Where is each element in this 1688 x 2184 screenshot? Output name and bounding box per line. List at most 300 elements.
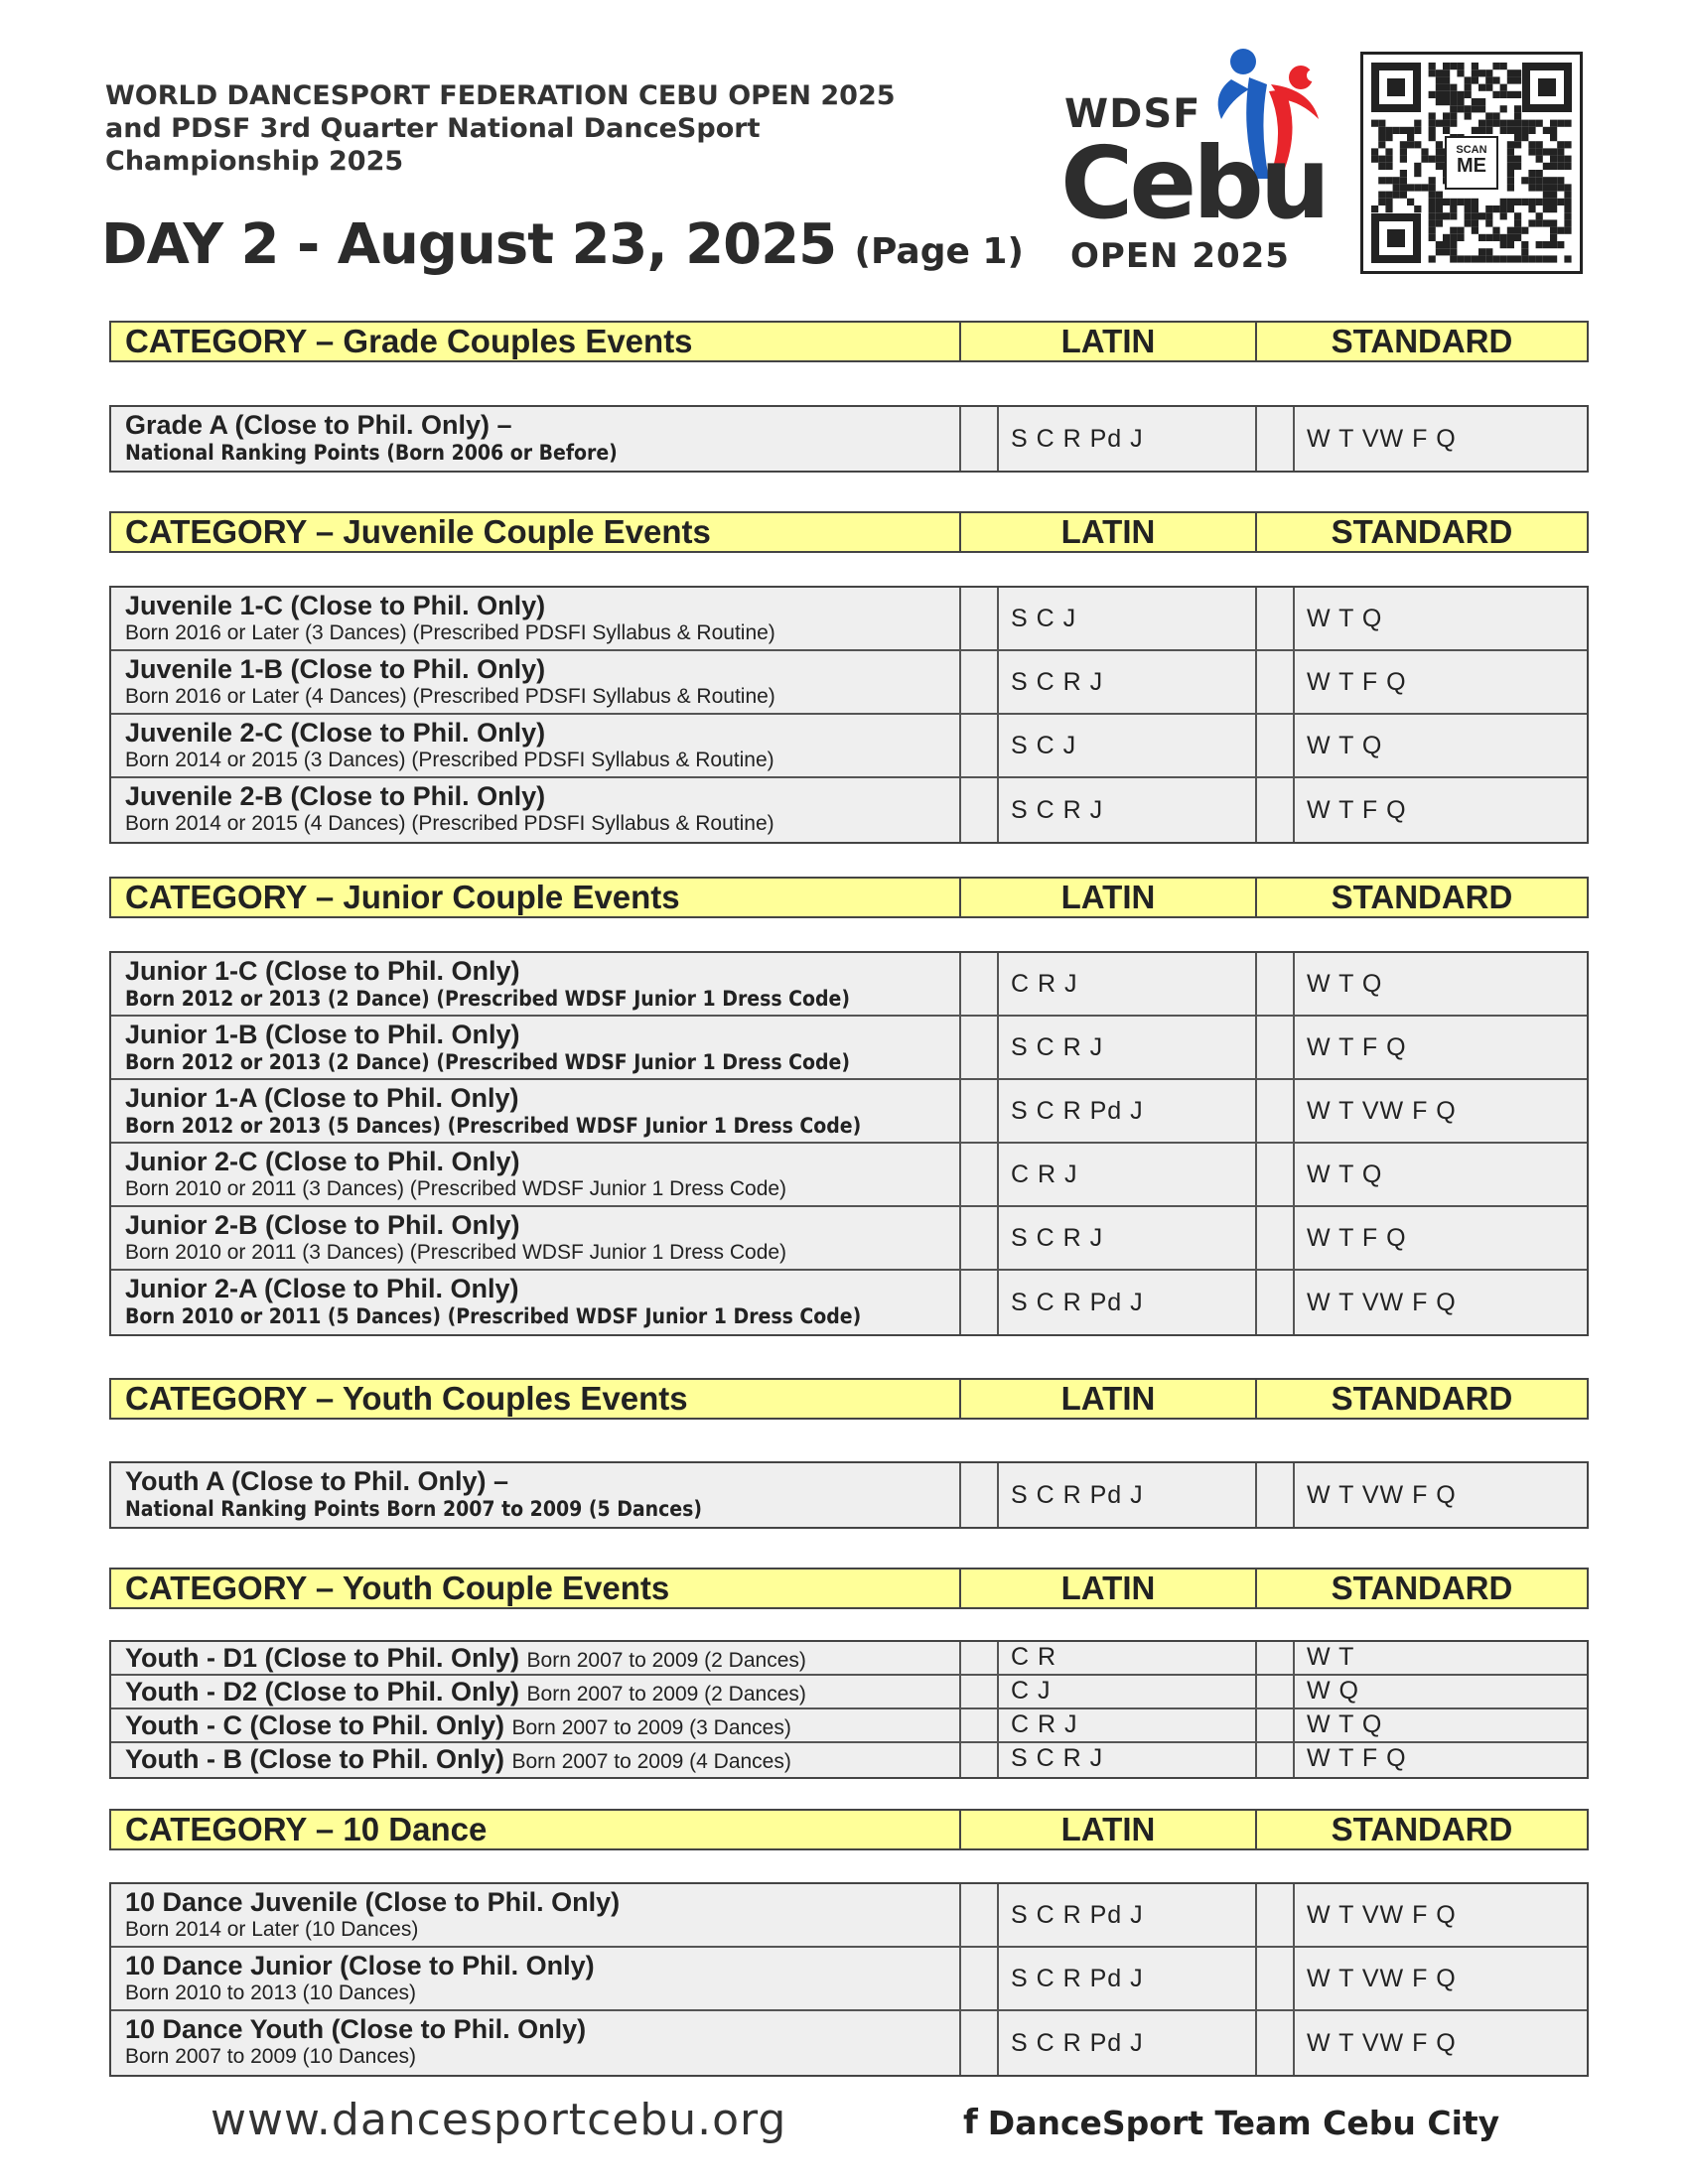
- qr-module: [1500, 212, 1507, 219]
- event-title: Junior 2-C (Close to Phil. Only): [125, 1147, 520, 1176]
- qr-module: [1400, 141, 1407, 148]
- category-title: CATEGORY – 10 Dance: [111, 1811, 961, 1848]
- qr-module: [1521, 127, 1528, 134]
- event-title: Juvenile 2-B (Close to Phil. Only): [125, 781, 546, 811]
- latin-dances: S C R J: [999, 1207, 1257, 1269]
- event-row: [111, 1017, 1587, 1080]
- logo-open-text: OPEN 2025: [1070, 236, 1290, 276]
- qr-module: [1521, 255, 1528, 262]
- event-table-10-dance: [109, 1882, 1589, 2077]
- facebook-link[interactable]: [963, 2103, 1499, 2142]
- latin-column-header: LATIN: [961, 1811, 1257, 1848]
- qr-module: [1507, 69, 1514, 76]
- event-title: Juvenile 2-C (Close to Phil. Only): [125, 718, 546, 748]
- qr-module: [1371, 205, 1378, 212]
- spacer-cell: [961, 1017, 999, 1078]
- qr-module: [1450, 112, 1457, 119]
- qr-module: [1393, 184, 1400, 191]
- qr-module: [1429, 91, 1436, 98]
- latin-dances: C R J: [999, 953, 1257, 1015]
- qr-module: [1414, 184, 1421, 191]
- qr-module: [1457, 91, 1464, 98]
- event-name-cell: [111, 1144, 961, 1205]
- qr-module: [1543, 127, 1550, 134]
- qr-module: [1485, 112, 1492, 119]
- event-title: Junior 2-B (Close to Phil. Only): [125, 1210, 520, 1240]
- event-row: [111, 1144, 1587, 1207]
- qr-module: [1550, 192, 1557, 199]
- qr-module: [1500, 84, 1507, 91]
- qr-module: [1543, 255, 1550, 262]
- qr-module: [1478, 212, 1485, 219]
- qr-module: [1385, 148, 1392, 155]
- qr-module: [1564, 156, 1571, 163]
- event-name-cell: [111, 1676, 961, 1707]
- event-name-cell: [111, 588, 961, 649]
- qr-module: [1564, 163, 1571, 170]
- event-title: Junior 1-C (Close to Phil. Only): [125, 956, 520, 986]
- event-details: Born 2016 or Later (4 Dances) (Prescribed PDSFI Syllabus & Routine): [125, 685, 775, 708]
- qr-module: [1478, 105, 1485, 112]
- qr-module: [1557, 163, 1564, 170]
- event-title: Youth - D1 (Close to Phil. Only): [125, 1643, 519, 1673]
- qr-module: [1450, 84, 1457, 91]
- qr-module: [1500, 127, 1507, 134]
- category-header-juvenile: [109, 511, 1589, 553]
- qr-module: [1457, 227, 1464, 234]
- qr-module: [1385, 127, 1392, 134]
- event-details: National Ranking Points Born 2007 to 2009 (5 Dances): [125, 1497, 702, 1521]
- qr-module: [1557, 156, 1564, 163]
- spacer-cell: [1257, 588, 1295, 649]
- standard-column-header: STANDARD: [1331, 323, 1513, 359]
- event-name-cell: [111, 1271, 961, 1334]
- event-title: 10 Dance Youth (Close to Phil. Only): [125, 2014, 587, 2044]
- qr-module: [1443, 234, 1450, 241]
- day-date: DAY 2 - August 23, 2025: [101, 212, 837, 277]
- event-details: Born 2012 or 2013 (2 Dance) (Prescribed WDSF Junior 1 Dress Code): [125, 1050, 850, 1074]
- qr-module: [1507, 170, 1514, 177]
- qr-module: [1564, 141, 1571, 148]
- spacer-cell: [961, 407, 999, 471]
- category-title: CATEGORY – Youth Couple Events: [111, 1570, 961, 1607]
- spacer-cell: [1257, 1207, 1295, 1269]
- page-title: [101, 212, 1024, 277]
- standard-dances: W Q: [1307, 1677, 1359, 1705]
- category-header-youth-couples: [109, 1378, 1589, 1420]
- category-title: CATEGORY – Youth Couples Events: [111, 1380, 961, 1418]
- qr-module: [1414, 120, 1421, 127]
- qr-module: [1465, 199, 1472, 205]
- standard-column-header: STANDARD: [1331, 879, 1513, 915]
- qr-module: [1436, 156, 1443, 163]
- qr-module: [1436, 163, 1443, 170]
- qr-module: [1436, 141, 1443, 148]
- qr-module: [1450, 248, 1457, 255]
- latin-column-header: LATIN: [961, 1380, 1257, 1418]
- qr-module: [1465, 219, 1472, 226]
- qr-module: [1485, 84, 1492, 91]
- spacer-cell: [1257, 1080, 1295, 1142]
- qr-module: [1536, 156, 1543, 163]
- qr-module: [1443, 199, 1450, 205]
- qr-module: [1414, 141, 1421, 148]
- qr-module: [1472, 105, 1478, 112]
- qr-module: [1557, 141, 1564, 148]
- qr-module: [1465, 84, 1472, 91]
- qr-module: [1429, 63, 1436, 69]
- qr-module: [1485, 248, 1492, 255]
- qr-module: [1450, 91, 1457, 98]
- event-table-junior: [109, 951, 1589, 1336]
- qr-module: [1472, 69, 1478, 76]
- event-details: Born 2007 to 2009 (2 Dances): [526, 1683, 806, 1706]
- qr-module: [1514, 234, 1521, 241]
- standard-dances: W T VW F Q: [1307, 2028, 1457, 2057]
- qr-module: [1457, 199, 1464, 205]
- qr-module: [1550, 148, 1557, 155]
- spacer-cell: [1257, 1676, 1295, 1707]
- qr-module: [1500, 105, 1507, 112]
- qr-module: [1514, 91, 1521, 98]
- qr-module: [1436, 241, 1443, 248]
- event-name-cell: [111, 1017, 961, 1078]
- qr-module: [1521, 177, 1528, 184]
- event-title: 10 Dance Junior (Close to Phil. Only): [125, 1951, 595, 1980]
- latin-dances: S C R Pd J: [999, 1271, 1257, 1334]
- event-details: Born 2007 to 2009 (2 Dances): [526, 1649, 806, 1672]
- qr-module: [1543, 184, 1550, 191]
- qr-module: [1421, 156, 1428, 163]
- event-details: Born 2010 or 2011 (3 Dances) (Prescribed WDSF Junior 1 Dress Code): [125, 1177, 787, 1200]
- event-details: Born 2010 or 2011 (3 Dances) (Prescribed WDSF Junior 1 Dress Code): [125, 1241, 787, 1264]
- event-row: [111, 651, 1587, 715]
- qr-module: [1436, 199, 1443, 205]
- qr-module: [1436, 212, 1443, 219]
- qr-module: [1429, 227, 1436, 234]
- page-number-label: (Page 1): [854, 231, 1024, 272]
- qr-module: [1450, 63, 1457, 69]
- latin-dances: S C J: [999, 588, 1257, 649]
- qr-module: [1492, 76, 1499, 83]
- event-name-cell: [111, 407, 961, 471]
- spacer-cell: [961, 588, 999, 649]
- event-row: [111, 953, 1587, 1017]
- latin-dances: S C R J: [999, 778, 1257, 842]
- spacer-cell: [961, 715, 999, 776]
- standard-dances: W T Q: [1307, 1160, 1383, 1188]
- event-row: [111, 715, 1587, 778]
- qr-module: [1550, 255, 1557, 262]
- qr-module: [1429, 177, 1436, 184]
- qr-module: [1429, 255, 1436, 262]
- qr-module: [1536, 148, 1543, 155]
- qr-module: [1550, 177, 1557, 184]
- spacer-cell: [961, 1207, 999, 1269]
- qr-module: [1485, 234, 1492, 241]
- qr-module: [1465, 105, 1472, 112]
- qr-module: [1550, 205, 1557, 212]
- qr-module: [1400, 170, 1407, 177]
- qr-code[interactable]: [1360, 52, 1583, 274]
- spacer-cell: [1257, 1884, 1295, 1946]
- qr-module: [1443, 120, 1450, 127]
- qr-module: [1543, 241, 1550, 248]
- qr-module: [1528, 205, 1535, 212]
- qr-module: [1478, 84, 1485, 91]
- spacer-cell: [1257, 778, 1295, 842]
- qr-module: [1457, 69, 1464, 76]
- event-row: [111, 588, 1587, 651]
- qr-module: [1436, 84, 1443, 91]
- qr-module: [1528, 255, 1535, 262]
- qr-module: [1550, 127, 1557, 134]
- qr-module: [1478, 127, 1485, 134]
- qr-module: [1400, 184, 1407, 191]
- spacer-cell: [961, 953, 999, 1015]
- qr-module: [1564, 219, 1571, 226]
- qr-module: [1429, 134, 1436, 141]
- qr-module: [1450, 212, 1457, 219]
- qr-module: [1543, 205, 1550, 212]
- qr-module: [1465, 255, 1472, 262]
- qr-module: [1457, 98, 1464, 105]
- standard-dances: W T VW F Q: [1307, 1480, 1457, 1509]
- qr-module: [1514, 134, 1521, 141]
- spacer-cell: [961, 1463, 999, 1527]
- qr-module: [1543, 177, 1550, 184]
- qr-module: [1472, 63, 1478, 69]
- qr-module: [1564, 255, 1571, 262]
- spacer-cell: [961, 2011, 999, 2075]
- event-name-cell: [111, 1743, 961, 1777]
- qr-module: [1450, 241, 1457, 248]
- qr-module: [1492, 227, 1499, 234]
- qr-module: [1536, 141, 1543, 148]
- qr-module: [1443, 248, 1450, 255]
- qr-module: [1400, 127, 1407, 134]
- qr-module: [1514, 219, 1521, 226]
- qr-module: [1550, 234, 1557, 241]
- qr-module: [1514, 212, 1521, 219]
- event-title: Youth - C (Close to Phil. Only): [125, 1710, 504, 1740]
- qr-module: [1536, 199, 1543, 205]
- qr-module: [1436, 91, 1443, 98]
- qr-module: [1564, 227, 1571, 234]
- event-details: Born 2014 or 2015 (3 Dances) (Prescribed PDSFI Syllabus & Routine): [125, 749, 774, 771]
- qr-module: [1421, 148, 1428, 155]
- standard-column-header: STANDARD: [1331, 513, 1513, 550]
- qr-module: [1385, 134, 1392, 141]
- event-name-cell: [111, 953, 961, 1015]
- qr-module: [1450, 205, 1457, 212]
- qr-module: [1450, 234, 1457, 241]
- qr-module: [1400, 177, 1407, 184]
- event-details: Born 2014 or Later (10 Dances): [125, 1918, 419, 1941]
- qr-module: [1514, 69, 1521, 76]
- qr-module: [1465, 76, 1472, 83]
- qr-module: [1478, 248, 1485, 255]
- standard-dances: W T Q: [1307, 969, 1383, 998]
- qr-module: [1492, 120, 1499, 127]
- event-details: Born 2007 to 2009 (3 Dances): [511, 1716, 791, 1739]
- qr-module: [1521, 248, 1528, 255]
- qr-module: [1557, 199, 1564, 205]
- qr-module: [1528, 177, 1535, 184]
- qr-module: [1500, 234, 1507, 241]
- qr-module: [1557, 241, 1564, 248]
- latin-dances: S C R J: [999, 1017, 1257, 1078]
- qr-module: [1371, 148, 1378, 155]
- qr-module: [1472, 227, 1478, 234]
- qr-module: [1472, 199, 1478, 205]
- event-row: [111, 778, 1587, 842]
- qr-module: [1436, 219, 1443, 226]
- qr-module: [1429, 156, 1436, 163]
- qr-module: [1528, 184, 1535, 191]
- event-table-grade: [109, 405, 1589, 473]
- qr-module: [1414, 127, 1421, 134]
- spacer-cell: [1257, 1642, 1295, 1674]
- qr-module: [1385, 205, 1392, 212]
- website-link[interactable]: www.dancesportcebu.org: [211, 2095, 787, 2145]
- event-table-juvenile: [109, 586, 1589, 844]
- qr-module: [1514, 255, 1521, 262]
- qr-module: [1429, 69, 1436, 76]
- category-title: CATEGORY – Junior Couple Events: [111, 879, 961, 916]
- spacer-cell: [1257, 715, 1295, 776]
- latin-dances: S C R Pd J: [999, 407, 1257, 471]
- qr-module: [1478, 98, 1485, 105]
- qr-module: [1436, 148, 1443, 155]
- spacer-cell: [1257, 1017, 1295, 1078]
- qr-module: [1385, 177, 1392, 184]
- category-header-junior: [109, 877, 1589, 918]
- qr-module: [1500, 205, 1507, 212]
- event-row: [111, 1676, 1587, 1709]
- me-label: ME: [1457, 155, 1486, 177]
- qr-module: [1521, 134, 1528, 141]
- qr-module: [1514, 227, 1521, 234]
- qr-module: [1507, 177, 1514, 184]
- event-name-cell: [111, 1207, 961, 1269]
- event-title-line3: Championship 2025: [105, 146, 404, 177]
- event-title: Junior 1-A (Close to Phil. Only): [125, 1083, 519, 1113]
- logo-wdsf-text: WDSF: [1064, 91, 1201, 137]
- qr-module: [1429, 219, 1436, 226]
- qr-module: [1550, 156, 1557, 163]
- qr-module: [1371, 120, 1378, 127]
- qr-module: [1378, 163, 1385, 170]
- qr-module: [1407, 134, 1414, 141]
- category-header-youth: [109, 1568, 1589, 1609]
- qr-module: [1564, 205, 1571, 212]
- qr-module: [1378, 120, 1385, 127]
- event-row: [111, 1463, 1587, 1527]
- qr-module: [1528, 127, 1535, 134]
- event-row: [111, 1271, 1587, 1334]
- qr-module: [1407, 184, 1414, 191]
- scan-me-badge: [1445, 136, 1498, 190]
- qr-module: [1536, 255, 1543, 262]
- qr-module: [1457, 63, 1464, 69]
- qr-module: [1557, 184, 1564, 191]
- qr-module: [1429, 192, 1436, 199]
- qr-module: [1521, 241, 1528, 248]
- qr-module: [1443, 63, 1450, 69]
- event-name-cell: [111, 1709, 961, 1741]
- qr-module: [1393, 177, 1400, 184]
- event-row: [111, 407, 1587, 471]
- qr-module: [1564, 199, 1571, 205]
- qr-module: [1472, 205, 1478, 212]
- spacer-cell: [961, 1144, 999, 1205]
- qr-module: [1536, 212, 1543, 219]
- qr-module: [1550, 134, 1557, 141]
- spacer-cell: [1257, 1743, 1295, 1777]
- qr-module: [1528, 170, 1535, 177]
- qr-module: [1492, 255, 1499, 262]
- standard-dances: W T F Q: [1307, 1744, 1407, 1772]
- qr-module: [1472, 219, 1478, 226]
- category-header-10-dance: [109, 1809, 1589, 1850]
- qr-module: [1507, 184, 1514, 191]
- qr-module: [1507, 120, 1514, 127]
- latin-dances: S C R Pd J: [999, 2011, 1257, 2075]
- qr-module: [1450, 199, 1457, 205]
- latin-dances: S C R J: [999, 1743, 1257, 1777]
- spacer-cell: [961, 651, 999, 713]
- qr-module: [1507, 148, 1514, 155]
- qr-module: [1436, 120, 1443, 127]
- event-title: Juvenile 1-B (Close to Phil. Only): [125, 654, 546, 684]
- spacer-cell: [961, 1080, 999, 1142]
- event-row: [111, 1948, 1587, 2011]
- event-name-cell: [111, 1080, 961, 1142]
- qr-module: [1485, 255, 1492, 262]
- qr-module: [1536, 219, 1543, 226]
- qr-module: [1550, 163, 1557, 170]
- qr-module: [1429, 234, 1436, 241]
- qr-module: [1478, 69, 1485, 76]
- qr-module: [1507, 91, 1514, 98]
- qr-module: [1450, 98, 1457, 105]
- spacer-cell: [1257, 651, 1295, 713]
- qr-module: [1443, 76, 1450, 83]
- event-row: [111, 2011, 1587, 2075]
- spacer-cell: [1257, 953, 1295, 1015]
- qr-module: [1550, 219, 1557, 226]
- qr-module: [1429, 205, 1436, 212]
- standard-dances: W T: [1307, 1643, 1355, 1671]
- qr-module: [1407, 141, 1414, 148]
- qr-module: [1443, 69, 1450, 76]
- qr-module: [1514, 105, 1521, 112]
- latin-dances: S C R Pd J: [999, 1884, 1257, 1946]
- qr-module: [1507, 163, 1514, 170]
- qr-module: [1543, 192, 1550, 199]
- facebook-icon: f: [963, 2103, 978, 2142]
- qr-module: [1507, 241, 1514, 248]
- event-details: Born 2012 or 2013 (2 Dance) (Prescribed WDSF Junior 1 Dress Code): [125, 987, 850, 1011]
- latin-column-header: LATIN: [961, 1570, 1257, 1607]
- spacer-cell: [961, 1271, 999, 1334]
- qr-module: [1472, 255, 1478, 262]
- qr-module: [1472, 98, 1478, 105]
- event-title-line2: and PDSF 3rd Quarter National DanceSport: [105, 113, 761, 144]
- qr-module: [1564, 120, 1571, 127]
- event-details: Born 2012 or 2013 (5 Dances) (Prescribed WDSF Junior 1 Dress Code): [125, 1114, 862, 1138]
